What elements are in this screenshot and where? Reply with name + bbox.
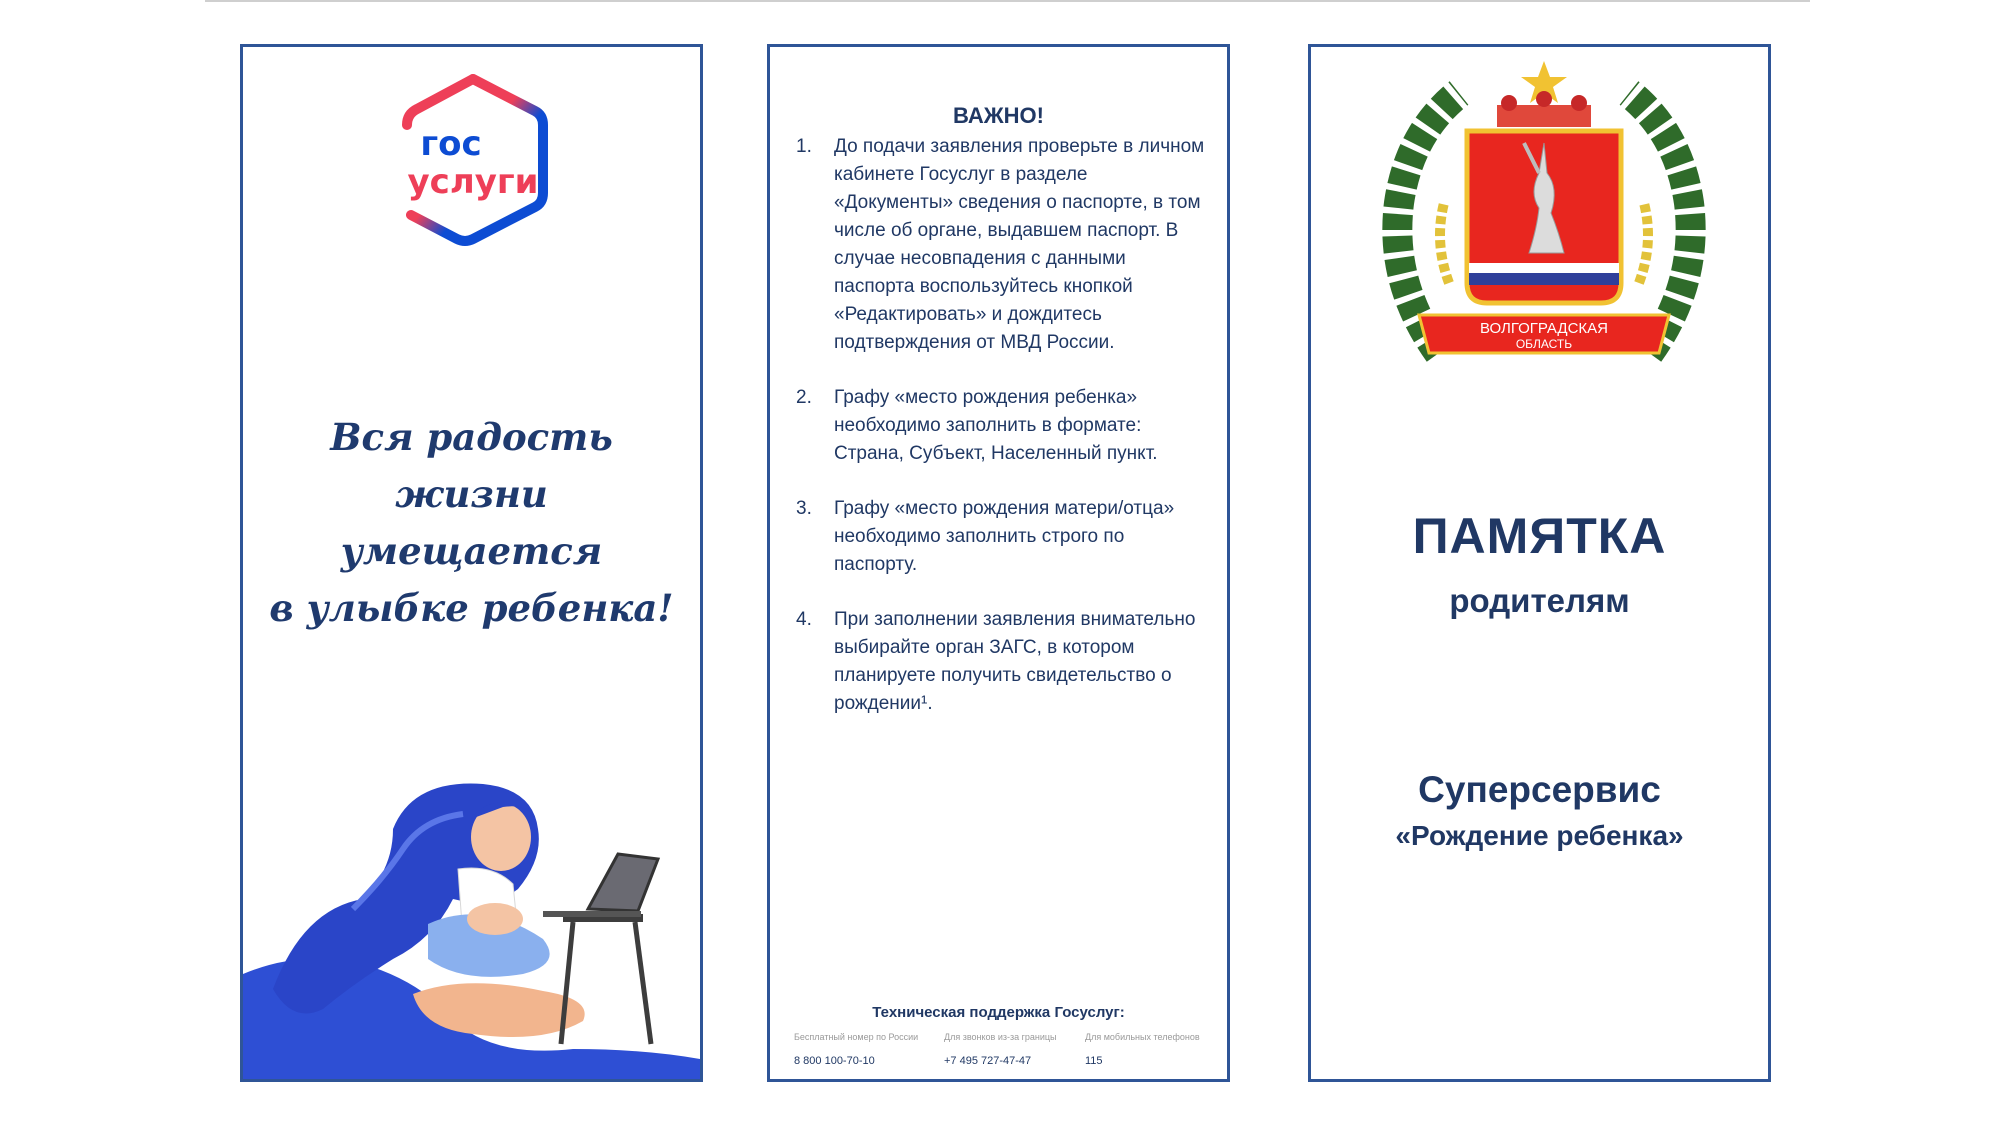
memo-subtitle: родителям bbox=[1449, 582, 1630, 619]
leaflet-panel-left bbox=[240, 44, 703, 1082]
top-divider bbox=[205, 0, 1810, 2]
emblem-label-line2: ОБЛАСТЬ bbox=[1515, 337, 1573, 351]
logo-text-gos: гос bbox=[420, 124, 482, 164]
mother-with-laptop-illustration bbox=[243, 759, 700, 1079]
list-item-text: При заполнении заявления внимательно выбирайте орган ЗАГС, в котором планируете получить свидетельство о рождении¹. bbox=[834, 609, 1196, 714]
list-item-text: Графу «место рождения матери/отца» необходимо заполнить строго по паспорту. bbox=[834, 498, 1175, 575]
service-title: Суперсервис bbox=[1418, 769, 1661, 810]
support-contact-russia bbox=[794, 1032, 944, 1067]
memo-title: ПАМЯТКА bbox=[1412, 508, 1667, 564]
list-item-text: До подачи заявления проверьте в личном кабинете Госуслуг в разделе «Документы» сведения о паспорте, в том числе об органе, выдавшем паспорт. В случае несовпадения с данными паспорта воспользуйтесь кнопкой «Редактировать» и дождитесь подтверждения от МВД России. bbox=[834, 136, 1205, 353]
list-item bbox=[796, 384, 1207, 468]
logo-text-uslugi: услуги bbox=[407, 162, 539, 202]
list-item-text: Графу «место рождения ребенка» необходимо заполнить в формате: Страна, Субъект, Населенный пункт. bbox=[834, 387, 1158, 464]
list-item-number: 1. bbox=[796, 136, 812, 157]
list-item bbox=[796, 606, 1207, 718]
notice-list bbox=[796, 133, 1207, 745]
emblem-label-line1: ВОЛГОГРАДСКАЯ bbox=[1480, 320, 1608, 337]
support-title: Техническая поддержка Госуслуг: bbox=[872, 1004, 1125, 1021]
list-item bbox=[796, 495, 1207, 579]
leaflet-panel-right bbox=[1308, 44, 1771, 1082]
list-item-number: 2. bbox=[796, 387, 812, 408]
list-item-number: 3. bbox=[796, 498, 812, 519]
volgograd-coat-of-arms bbox=[1379, 53, 1709, 383]
contact-phone: 115 bbox=[1085, 1055, 1103, 1067]
slogan bbox=[263, 409, 680, 637]
leaflet-panel-middle bbox=[767, 44, 1230, 1082]
slogan-line: Вся радость bbox=[330, 415, 613, 459]
contact-label: Для мобильных телефонов bbox=[1085, 1032, 1200, 1042]
contact-phone: 8 800 100-70-10 bbox=[794, 1055, 875, 1067]
support-contact-mobile bbox=[1085, 1032, 1230, 1067]
gosuslugi-logo bbox=[393, 69, 553, 249]
slogan-line: в улыбке ребенка! bbox=[269, 586, 674, 630]
contact-phone: +7 495 727-47-47 bbox=[944, 1055, 1032, 1067]
slogan-line: жизни умещается bbox=[340, 472, 603, 573]
list-item-number: 4. bbox=[796, 609, 812, 630]
service-name: «Рождение ребенка» bbox=[1395, 820, 1684, 851]
contact-label: Для звонков из-за границы bbox=[944, 1032, 1057, 1042]
contact-label: Бесплатный номер по России bbox=[794, 1032, 919, 1042]
support-contact-abroad bbox=[944, 1032, 1094, 1067]
list-item bbox=[796, 133, 1207, 357]
important-title: ВАЖНО! bbox=[953, 103, 1044, 128]
